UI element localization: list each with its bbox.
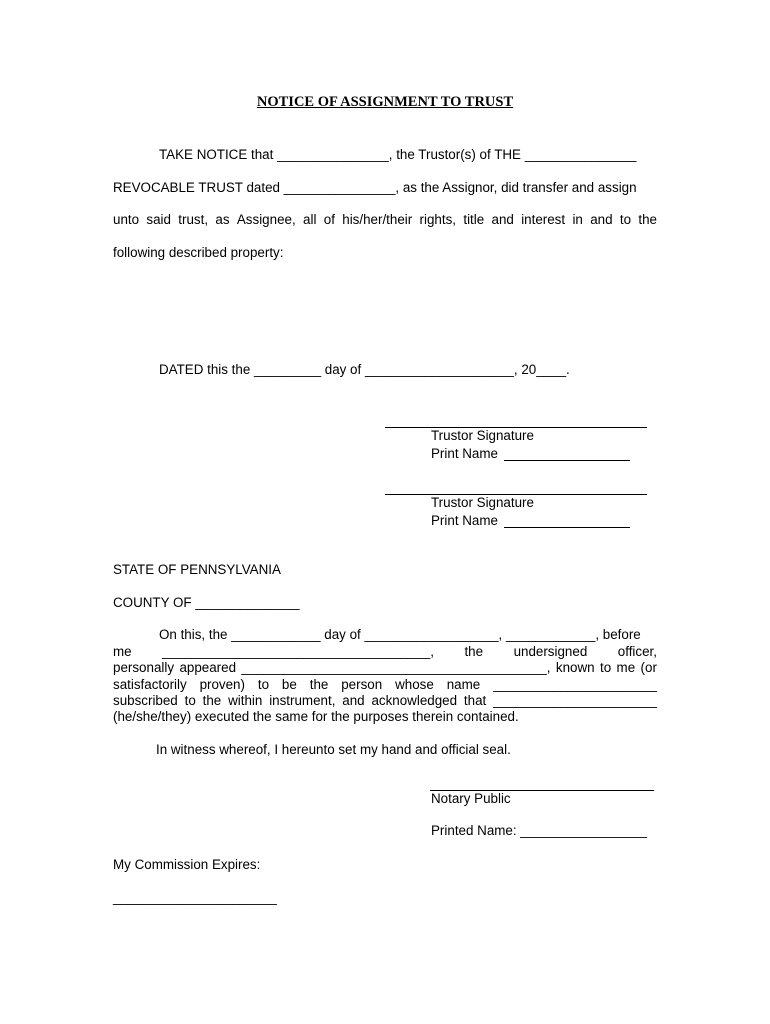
print-name-label-1: Print Name [431, 446, 498, 461]
ack-word: known [555, 660, 595, 675]
notice-word: rights, [419, 212, 457, 227]
state-heading: STATE OF PENNSYLVANIA [113, 562, 281, 577]
ack-word: within [228, 693, 263, 708]
ack-word: person [341, 677, 383, 692]
notice-word: unto [113, 212, 140, 227]
ack-line-1: On this, the ____________ day of __________________, ____________, before [159, 627, 641, 642]
notice-line-4: following described property: [113, 245, 284, 260]
print-name-label-2: Print Name [431, 513, 498, 528]
trustor-signature-label-1: Trustor Signature [431, 428, 534, 443]
trustor-signature-label-2: Trustor Signature [431, 495, 534, 510]
notice-word: as [215, 212, 230, 227]
notice-word: his/her/their [342, 212, 413, 227]
ack-word: that [463, 693, 487, 708]
notice-word: the [638, 212, 657, 227]
ack-word: proven) [199, 677, 245, 692]
ack-word: and [342, 693, 365, 708]
dated-line: DATED this the _________ day of ____________________, 20____. [159, 362, 570, 377]
commission-expires-blank: ______________________ [113, 890, 277, 905]
ack-line-2 [113, 644, 657, 660]
ack-word: to [257, 677, 270, 692]
ack-word: (or [640, 660, 657, 675]
notice-word: interest [521, 212, 566, 227]
ack-word: undersigned [513, 644, 588, 659]
ack-line-3 [113, 660, 657, 676]
printed-name-line: Printed Name: _________________ [431, 823, 647, 838]
ack-word: me [616, 660, 636, 675]
ack-word: personally [113, 660, 175, 675]
county-line: COUNTY OF ______________ [113, 595, 300, 610]
ack-line-4 [113, 677, 657, 693]
print-name-line-2 [504, 527, 630, 528]
notice-word: said [146, 212, 171, 227]
ack-word: the [202, 693, 222, 708]
ack-word: _________________________________________, [241, 660, 551, 675]
witness-line: In witness whereof, I hereunto set my hand and official seal. [156, 742, 511, 757]
notice-word: and [590, 212, 613, 227]
document-title: NOTICE OF ASSIGNMENT TO TRUST [256, 94, 514, 110]
notice-line-3 [113, 212, 657, 228]
notice-word: title [463, 212, 485, 227]
ack-word: be [281, 677, 297, 692]
notice-word: and [491, 212, 514, 227]
ack-line-5 [113, 693, 657, 709]
ack-word: acknowledged [371, 693, 458, 708]
notice-word: in [572, 212, 583, 227]
ack-word: officer, [617, 644, 657, 659]
commission-expires-label: My Commission Expires: [113, 857, 261, 872]
print-name-line-1 [504, 460, 630, 461]
notice-word: trust, [178, 212, 209, 227]
ack-word: to [599, 660, 612, 675]
notice-line-1: TAKE NOTICE that _______________, the Trustor(s) of THE _______________ [159, 147, 637, 162]
ack-line-6: (he/she/they) executed the same for the purposes therein contained. [113, 709, 519, 724]
ack-word: ____________________________________, [162, 644, 434, 659]
ack-word: ______________________ [493, 693, 657, 708]
ack-word: subscribed [113, 693, 178, 708]
notice-word: of [323, 212, 335, 227]
ack-word: whose [395, 677, 434, 692]
ack-word: appeared [179, 660, 237, 675]
notice-line-2: REVOCABLE TRUST dated _______________, as the Assignor, did transfer and assign [113, 180, 637, 195]
ack-word: instrument, [269, 693, 336, 708]
ack-word: name [446, 677, 481, 692]
notice-word: Assignee, [236, 212, 296, 227]
ack-word: ______________________ [493, 677, 657, 692]
ack-word: to [184, 693, 196, 708]
ack-word: the [309, 677, 329, 692]
notary-public-label: Notary Public [431, 791, 511, 806]
notice-word: to [619, 212, 632, 227]
ack-word: satisfactorily [113, 677, 187, 692]
ack-word: me [113, 644, 132, 659]
notice-word: all [303, 212, 317, 227]
ack-word: the [464, 644, 484, 659]
